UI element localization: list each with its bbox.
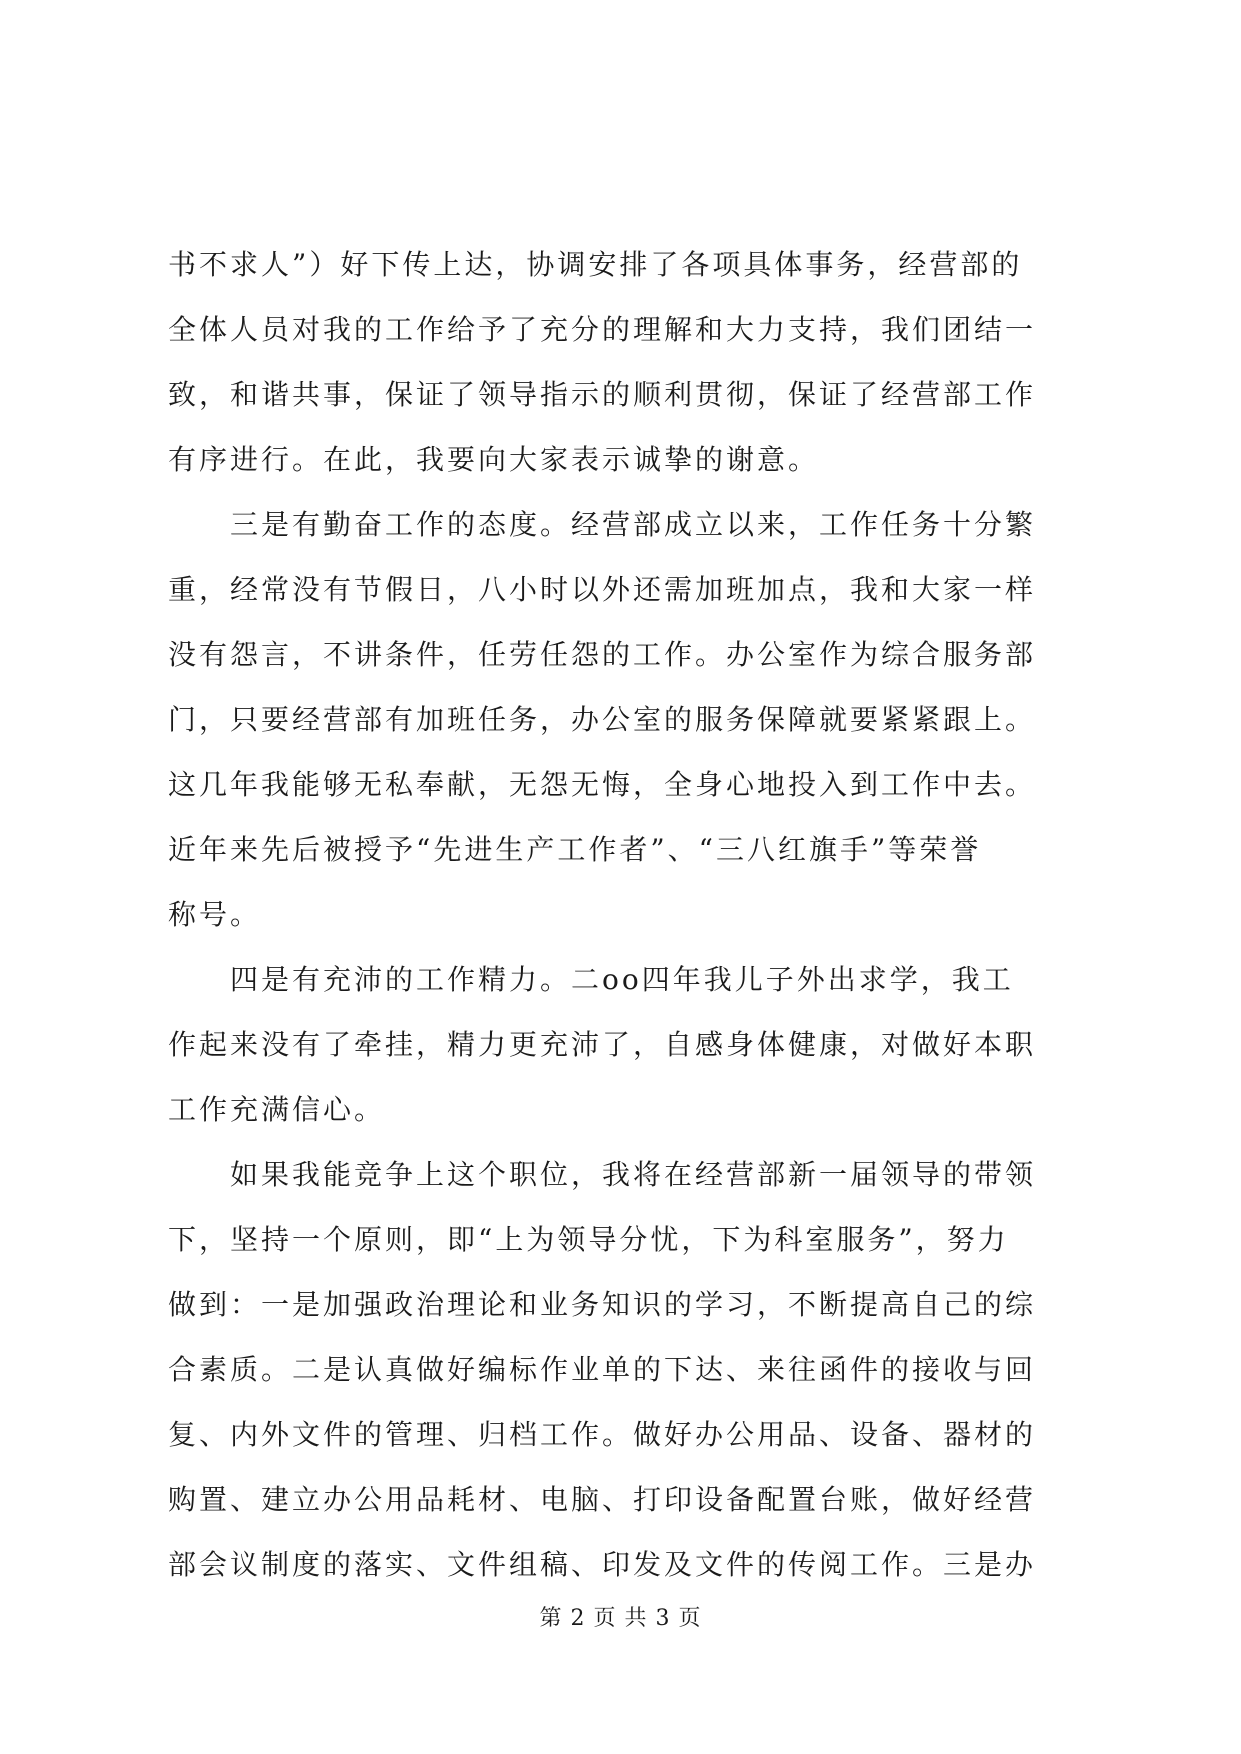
text-line: 称号。	[168, 898, 262, 931]
page-footer	[0, 1604, 1241, 1634]
text-line: 三是有勤奋工作的态度。经营部成立以来，工作任务十分繁	[168, 508, 1037, 541]
document-body	[168, 232, 1078, 1597]
text-line: 没有怨言，不讲条件，任劳任怨的工作。办公室作为综合服务部	[168, 638, 1037, 671]
text-line: 下，坚持一个原则，即“上为领导分忧，下为科室服务”，努力	[168, 1223, 1009, 1256]
text-line: 复、内外文件的管理、归档工作。做好办公用品、设备、器材的	[168, 1418, 1037, 1451]
text-line: 做到：一是加强政治理论和业务知识的学习，不断提高自己的综	[168, 1288, 1037, 1321]
text-line: 如果我能竞争上这个职位，我将在经营部新一届领导的带领	[168, 1158, 1037, 1191]
text-line: 有序进行。在此，我要向大家表示诚挚的谢意。	[168, 443, 820, 476]
text-line: 合素质。二是认真做好编标作业单的下达、来往函件的接收与回	[168, 1353, 1037, 1386]
text-line: 门，只要经营部有加班任务，办公室的服务保障就要紧紧跟上。	[168, 703, 1037, 736]
text-line: 这几年我能够无私奉献，无怨无悔，全身心地投入到工作中去。	[168, 768, 1037, 801]
page-number-label: 第 2 页 共 3 页	[539, 1606, 702, 1631]
text-line: 购置、建立办公用品耗材、电脑、打印设备配置台账，做好经营	[168, 1483, 1037, 1516]
text-line: 近年来先后被授予“先进生产工作者”、“三八红旗手”等荣誉	[168, 833, 982, 866]
text-line: 部会议制度的落实、文件组稿、印发及文件的传阅工作。三是办	[168, 1548, 1037, 1581]
text-line: 全体人员对我的工作给予了充分的理解和大力支持，我们团结一	[168, 313, 1037, 346]
text-line: 作起来没有了牵挂，精力更充沛了，自感身体健康，对做好本职	[168, 1028, 1037, 1061]
text-line: 工作充满信心。	[168, 1093, 386, 1126]
text-line: 四是有充沛的工作精力。二oo四年我儿子外出求学，我工	[168, 963, 1014, 996]
text-line: 重，经常没有节假日，八小时以外还需加班加点，我和大家一样	[168, 573, 1037, 606]
text-line: 致，和谐共事，保证了领导指示的顺利贯彻，保证了经营部工作	[168, 378, 1037, 411]
text-line: 书不求人”）好下传上达，协调安排了各项具体事务，经营部的	[168, 248, 1023, 281]
